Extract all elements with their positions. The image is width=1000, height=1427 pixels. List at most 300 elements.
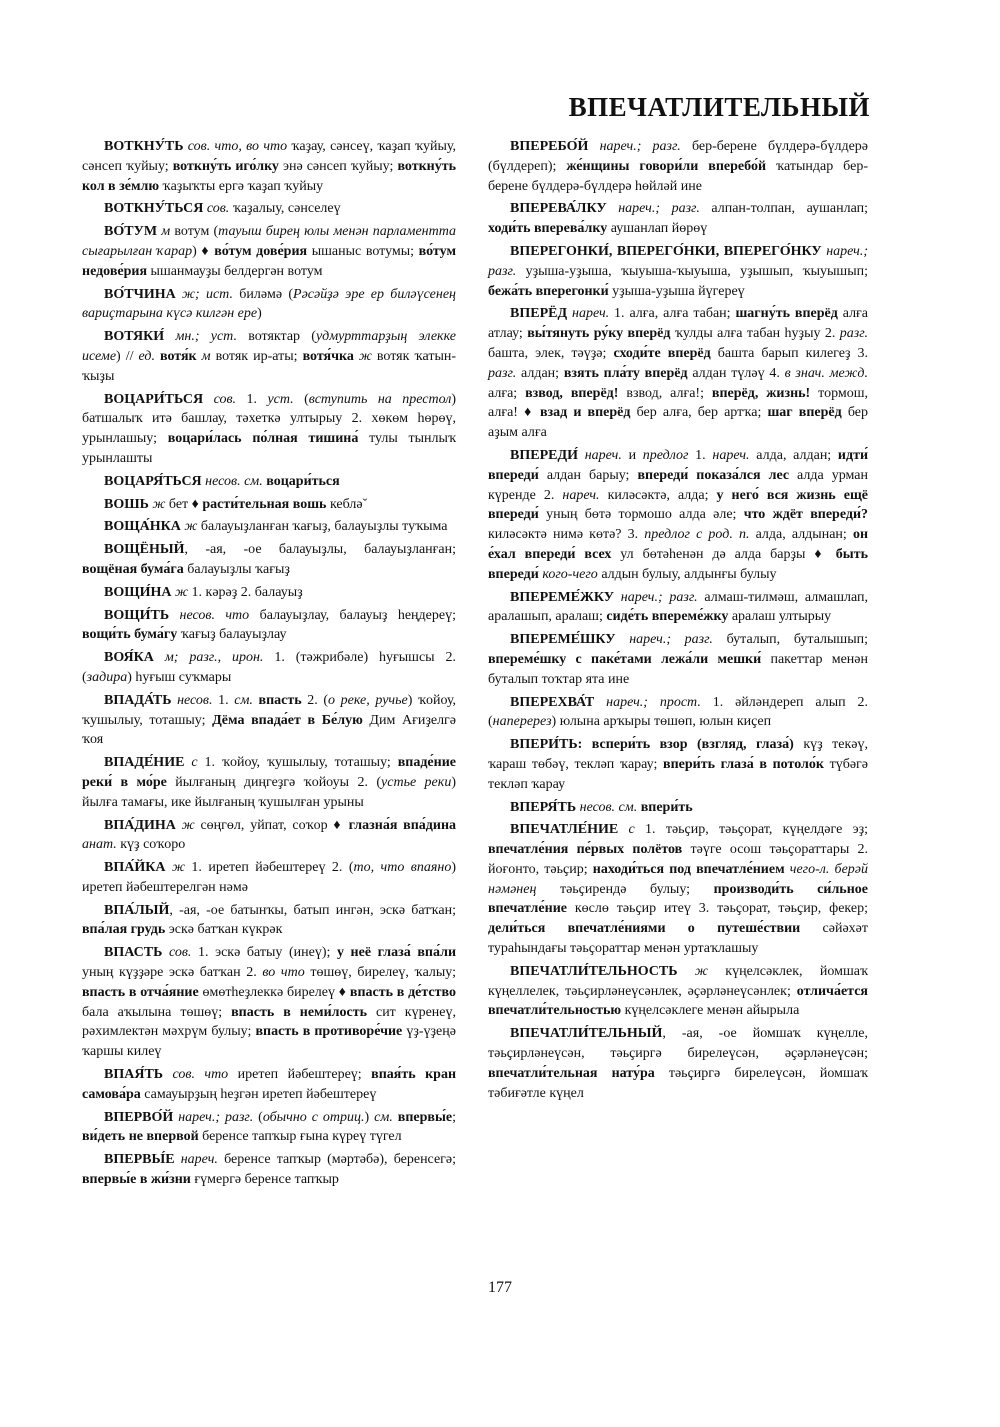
entry-headword: ВОШЬ: [104, 496, 149, 512]
dictionary-entry: [82, 691, 456, 750]
dictionary-entry: [82, 1150, 456, 1190]
entry-headword: ВПЕРИ́ТЬ:: [510, 737, 583, 753]
entry-text: , -ая, -ое йомшаҡ күңелле, тәьҫирләнеүсән, тәьҫиргә бирелеүсән, әҫәрләнеүсән;: [488, 1026, 868, 1062]
dictionary-entry: [488, 446, 868, 585]
entry-example: впая́ть кран самова́ра: [82, 1067, 457, 1102]
entry-text: алдын булыу, алдынғы булыу: [597, 566, 777, 582]
entry-text: беренсе тапҡыр (мәртәбә), беренсегә;: [217, 1152, 456, 1168]
entry-example: производи́ть си́льное впечатле́ние: [488, 881, 868, 917]
entry-example: воцари́лась по́лная тишина́: [167, 431, 359, 447]
entry-grammar-note: задира: [86, 669, 128, 685]
entry-text: 1. тәьҫир, тәьҫорат, күңелдәге эҙ;: [634, 822, 868, 838]
entry-text: киләсәктә нимә көтә? 3.: [488, 527, 645, 543]
entry-grammar-note: несов.: [177, 692, 213, 708]
entry-example: вперёд, жизнь!: [711, 385, 811, 401]
entry-text: [678, 964, 695, 979]
dictionary-entry: [488, 735, 868, 794]
entry-text: 1. кәрәҙ 2. балауыҙ: [188, 584, 303, 600]
entry-grammar-note: м; разг., ирон.: [164, 650, 264, 666]
entry-example: дели́ться впечатле́ниями о путеше́ствии: [488, 921, 801, 937]
dictionary-entry: [82, 816, 456, 856]
entry-text: вотяк ир-аты;: [210, 348, 303, 364]
entry-headword: ВПЕРЕГОНКИ́, ВПЕРЕГО́НКИ, ВПЕРЕГО́НКУ: [510, 243, 822, 259]
entry-text: сәйәхәт тураһындағы тәьҫораттар менән уртаҡлашыу: [488, 921, 868, 957]
entry-text: тәьҫирендә булыу;: [536, 881, 714, 897]
dictionary-entry: [488, 1024, 868, 1103]
entry-grammar-note: см.: [374, 1109, 393, 1125]
entry-text: и: [621, 447, 643, 463]
entry-grammar-note: чего-л.: [789, 861, 830, 877]
entry-grammar-note: анат.: [82, 837, 117, 853]
entry-example: впасть в де́тство: [349, 984, 456, 1000]
entry-grammar-note: предлог: [642, 447, 689, 463]
dictionary-entry: [488, 304, 868, 443]
dictionary-entry: [82, 943, 456, 1062]
entry-text: кебләˇ: [326, 496, 368, 512]
entry-example: впасть в противоре́чие: [255, 1024, 403, 1040]
entry-grammar-note: нареч.; разг.: [629, 632, 713, 648]
right-column: [488, 137, 868, 1106]
entry-text: балауыҙлы ҡағыҙ: [183, 561, 290, 577]
entry-text: 1. алға, алға табан;: [609, 306, 736, 322]
entry-grammar-note: берәй нәмәнең: [488, 861, 868, 897]
entry-text: ) йылға тамағы, ике йылғаның ҡушылған урыны: [82, 774, 456, 810]
entry-example: Дёма впада́ет в Бе́лую: [212, 712, 363, 728]
entry-example: впервы́е: [397, 1109, 453, 1125]
entry-text: 1. әйләндереп алып 2. (: [488, 694, 869, 730]
entry-text: беренсе тапҡыр ғына күреү түгел: [198, 1129, 402, 1145]
entry-grammar-note: ж: [175, 584, 189, 600]
entry-headword: ВПЕРЕХВА́Т: [510, 694, 595, 710]
dictionary-entry: [82, 222, 456, 281]
entry-grammar-note: ж: [181, 817, 195, 833]
entry-text: [582, 737, 592, 752]
entry-text: 1.: [212, 692, 235, 708]
entry-grammar-note: сов.: [168, 945, 192, 961]
entry-text: [588, 139, 599, 154]
entry-text: алда, алдынан;: [749, 527, 853, 543]
entry-example: впаде́ние реки́ в мо́ре: [82, 755, 456, 790]
entry-grammar-note: разг.: [839, 326, 868, 342]
entry-grammar-note: вступить на престол: [308, 391, 452, 407]
entry-headword: ВОТЯКИ́: [104, 329, 165, 345]
entry-text: [618, 822, 628, 837]
entry-text: күҙ соҡоро: [116, 837, 186, 853]
entry-text: биләмә (: [232, 286, 294, 302]
entry-example: впери́ть глаза́ в потоло́к: [663, 756, 824, 772]
entry-text: 1. эскә батыу (инеү);: [191, 945, 337, 961]
entry-headword: ВПЕРЕВА́ЛКУ: [510, 201, 607, 217]
entry-text: башта, элек, тәүҙә;: [488, 345, 614, 361]
entry-grammar-note: нареч.: [572, 306, 610, 322]
entry-grammar-note: сов. что: [172, 1067, 229, 1083]
entry-text: уҙыша-уҙыша, ҡыуыша-ҡыуыша, уҙышып, ҡыуышып;: [516, 263, 868, 279]
entry-grammar-note: в знач. межд.: [784, 365, 868, 381]
entry-headword: ВПА́ДИНА: [104, 817, 176, 833]
entry-example: впери́ть: [640, 799, 693, 815]
dictionary-entry: [82, 472, 456, 492]
left-column: [82, 137, 456, 1193]
entry-example: впечатле́ния пе́рвых полётов: [488, 842, 683, 858]
dictionary-entry: [82, 1065, 456, 1105]
entry-text: эскә батҡан күкрәк: [165, 922, 283, 938]
entry-headword: ВО́ТЧИНА: [104, 286, 176, 302]
entry-text: (: [293, 391, 309, 407]
entry-headword: ВОТКНУ́ТЬСЯ: [104, 201, 204, 217]
entry-text: [203, 392, 213, 407]
entry-text: алпан-толпан, аушанлап;: [699, 201, 868, 217]
dictionary-entry: [82, 285, 456, 325]
page-number: 177: [488, 1279, 512, 1296]
entry-text: ул бөтәһенән дә алда барҙы ♦: [611, 546, 836, 562]
entry-text: 1. ҡойоу, ҡушылыу, тоташыу;: [197, 755, 398, 771]
entry-text: үҙ-үҙеңә ҡаршы килеү: [82, 1024, 456, 1060]
entry-text: күҙ текәү, ҡараш төбәү, текләп ҡарау;: [488, 737, 868, 772]
entry-headword: ВПАДА́ТЬ: [104, 692, 172, 708]
entry-grammar-note: нареч.; разг.: [618, 201, 700, 217]
dictionary-entry: [82, 495, 456, 515]
entry-example: что ждёт впереди́?: [743, 507, 869, 523]
entry-example: вотя́к: [160, 348, 197, 364]
entry-grammar-note: сов.: [206, 201, 230, 217]
dictionary-entry: [82, 858, 456, 898]
entry-text: ышанмауҙы белдергән вотум: [147, 263, 323, 279]
entry-example: впасть в отча́яние: [82, 984, 199, 1000]
entry-example: впасть в неми́лость: [231, 1004, 367, 1020]
entry-text: төшөү, бирелеү, ҡалыу;: [304, 965, 456, 981]
entry-grammar-note: с: [191, 755, 198, 771]
entry-example: сиде́ть впереме́жку: [606, 609, 729, 625]
entry-text: ҡатындар бер-берене бүлдерә-бүлдерә һөйләй ине: [488, 158, 869, 194]
entry-grammar-note: обычно с отриц.: [262, 1109, 365, 1125]
entry-text: ) юлына арҡыры төшөп, юлын киҫеп: [551, 714, 772, 730]
entry-headword: ВПЕРВО́Й: [104, 1109, 174, 1125]
entry-text: ҡаҙау, сәнсеү, ҡаҙап ҡуйыу, сәнсеп ҡуйыу;: [82, 139, 457, 174]
entry-text: бер алға, бер артҡа;: [630, 405, 768, 421]
entry-headword: ВОЩА́НКА: [104, 519, 181, 535]
entry-example: бежа́ть вперегонки́: [488, 283, 609, 299]
entry-headword: ВПЕЧАТЛИ́ТЕЛЬНЫЙ: [510, 1026, 663, 1042]
entry-grammar-note: нареч.; разг.: [488, 243, 869, 279]
entry-headword: ВПЕРВЫ́Е: [104, 1152, 175, 1168]
entry-grammar-note: ж: [358, 348, 372, 364]
entry-headword: ВОЩЁНЫЙ: [104, 542, 185, 558]
entry-text: , -ая, -ое батынҡы, батып ингән, эскә батҡан;: [169, 902, 456, 918]
entry-example: вы́тянуть ру́ку вперёд: [527, 326, 671, 342]
entry-text: ) иретеп йәбештерелгән нәмә: [82, 860, 456, 895]
entry-example: впереди́ показа́лся лес: [637, 467, 790, 483]
entry-text: ): [364, 1109, 375, 1125]
entry-grammar-note: нареч.; прост.: [606, 694, 701, 710]
entry-text: ышаныс вотумы;: [307, 243, 419, 259]
entry-example: во́тум недове́рия: [82, 243, 456, 279]
entry-text: 1. (тәжрибәле) һуғышсы 2. (: [82, 650, 456, 685]
entry-headword: ВОТКНУ́ТЬ: [104, 139, 184, 154]
entry-text: бер-берене бүлдерә-бүлдерә (бүлдереп);: [488, 139, 868, 174]
entry-grammar-note: тауыш бирең юлы менән парламентта сығарылған ҡарар: [82, 224, 457, 259]
entry-text: энә сәнсеп ҡуйыу;: [278, 158, 398, 174]
entry-text: (: [253, 1109, 263, 1125]
entry-text: алда, алдан;: [749, 447, 838, 463]
entry-text: уның күҙҙәре эскә батҡан 2.: [82, 965, 263, 981]
entry-example: отлича́ется впечатли́тельностью: [488, 983, 868, 1019]
entry-text: [616, 632, 630, 647]
entry-grammar-note: м: [201, 348, 211, 364]
entry-grammar-note: нареч.: [180, 1152, 218, 1168]
entry-grammar-note: ж: [184, 519, 198, 535]
entry-grammar-note: ж: [171, 860, 185, 876]
entry-text: вотяк ҡатын-ҡыҙы: [82, 348, 456, 384]
entry-text: көслө тәьҫир итеү 3. тәьҫорат, тәьҫир, фекер;: [566, 901, 868, 917]
entry-text: 1.: [688, 447, 713, 463]
dictionary-entry: [82, 648, 456, 688]
entry-headword: ВОЦАРИ́ТЬСЯ: [104, 391, 204, 407]
entry-text: алға;: [488, 385, 526, 401]
entry-text: сөңгөл, уйпат, соҡор ♦: [194, 817, 349, 833]
entry-grammar-note: мн.; уст.: [175, 329, 237, 345]
entry-text: [163, 1067, 172, 1082]
entry-grammar-note: нареч.; разг.: [178, 1109, 254, 1125]
entry-text: йылғаның диңгеҙгә ҡойоуы 2. (: [166, 774, 382, 790]
entry-grammar-note: предлог с род. п.: [644, 527, 750, 543]
entry-headword: ВОЩИ́ТЬ: [104, 607, 170, 623]
entry-text: алда урман күренде 2.: [488, 467, 868, 503]
entry-grammar-note: нареч.: [712, 447, 750, 463]
entry-text: [594, 695, 606, 710]
entry-text: башта барып килегеҙ 3.: [710, 345, 869, 361]
entry-example: впа́лая грудь: [82, 922, 166, 938]
entry-text: ҡулды алға табан һуҙыу 2.: [670, 326, 840, 342]
dictionary-entry: [488, 630, 868, 689]
entry-text: самауырҙың һеҙгән иретеп йәбештереү: [140, 1086, 377, 1102]
entry-headword: ВПЕРЕМЕ́ЖКУ: [510, 589, 614, 605]
entry-text: [578, 448, 585, 463]
entry-grammar-note: во что: [262, 965, 305, 981]
entry-text: ғүмергә беренсе тапҡыр: [190, 1172, 339, 1188]
entry-example: идти́ впереди́: [488, 447, 869, 483]
entry-text: сит күренеү, рәхимлектән мәхрүм булыу;: [82, 1004, 456, 1040]
entry-example: впечатли́тельная нату́ра: [488, 1065, 655, 1081]
entry-text: ;: [452, 1109, 456, 1125]
entry-grammar-note: см.: [234, 692, 253, 708]
dictionary-entry: [82, 583, 456, 603]
entry-example: у него́ вся жизнь ещё впереди́: [488, 487, 868, 523]
entry-text: ҡаҙыҡты ергә ҡаҙап ҡуйыу: [159, 178, 324, 194]
entry-text: алдан;: [516, 365, 564, 381]
entry-grammar-note: несов. что: [179, 607, 250, 623]
entry-example: взять пла́ту вперёд: [563, 365, 688, 381]
entry-example: шагну́ть вперёд: [735, 306, 838, 322]
dictionary-entry: [82, 540, 456, 580]
entry-text: уҙыша-уҙыша йүгереү: [608, 283, 745, 299]
entry-example: воткну́ть иго́лку: [172, 158, 279, 174]
entry-text: уның бөтә тормошо алда әле;: [538, 507, 744, 523]
entry-headword: ВПАДЕ́НИЕ: [104, 755, 185, 771]
entry-text: ҡағыҙ балауыҙлау: [177, 627, 287, 643]
entry-text: [164, 329, 175, 344]
dictionary-entry: [488, 798, 868, 818]
entry-text: алдан түләү 4.: [687, 365, 785, 381]
entry-text: бала аҡылына төшөү;: [82, 1004, 232, 1020]
entry-grammar-note: ед.: [138, 348, 155, 364]
entry-text: бер аҙым алға: [488, 405, 868, 441]
entry-text: пакеттар менән буталып тоҡтар ята ине: [488, 651, 869, 687]
entry-example: взад и вперёд: [539, 405, 631, 421]
entry-text: балауыҙлау, балауыҙ һеңдереү;: [249, 607, 456, 623]
entry-grammar-note: несов. см.: [205, 473, 263, 489]
entry-text: [614, 590, 621, 605]
entry-headword: ВО́ТУМ: [104, 224, 158, 240]
entry-text: ) ҡойоу, ҡушылыу, тоташыу;: [82, 692, 457, 728]
entry-text: Дим Ағиҙелгә ҡоя: [82, 712, 457, 748]
entry-text: [154, 650, 165, 665]
entry-text: , -ая, -ое балауыҙлы, балауыҙланған;: [184, 542, 456, 558]
dictionary-entry: [82, 753, 456, 812]
entry-grammar-note: о реке, ручье: [328, 692, 408, 708]
entry-grammar-note: Рәсәйҙә эре ер биләүсенең вариҫтарына күсә килгән ере: [82, 286, 456, 322]
entry-headword: ВОЯ́КА: [104, 650, 154, 666]
entry-example: вотя́чка: [302, 348, 354, 364]
entry-example: во́тум дове́рия: [214, 243, 308, 259]
entry-headword: ВПАСТЬ: [104, 945, 163, 961]
entry-grammar-note: с: [628, 822, 635, 838]
entry-example: сходи́те вперёд: [613, 345, 711, 361]
entry-grammar-note: устье реки: [381, 774, 452, 790]
entry-text: алмаш-тилмәш, алмашлап, аралашып, аралаш;: [488, 589, 868, 625]
entry-text: балауыҙланған ҡағыҙ, балауыҙлы туҡыма: [197, 519, 448, 535]
entry-headword: ВПА́ЛЫЙ: [104, 902, 170, 918]
entry-text: ) батшалыҡ итә башлау, тәхеткә ултырыу 2. хөкөм һөрөү, урынлашыу;: [82, 391, 456, 447]
entry-example: воцари́ться: [266, 473, 340, 489]
entry-text: тормош, алға! ♦: [488, 385, 868, 421]
entry-grammar-note: ж: [694, 963, 708, 979]
entry-text: ): [257, 306, 262, 322]
dictionary-entry: [82, 606, 456, 646]
dictionary-entry: [488, 242, 868, 301]
dictionary-entry: [488, 820, 868, 959]
dictionary-entry: [488, 199, 868, 239]
entry-grammar-note: разг.: [488, 365, 517, 381]
entry-example: впереме́шку с паке́тами лежа́ли мешки́: [488, 651, 762, 667]
dictionary-entry: [82, 901, 456, 941]
entry-headword: ВПЕЧАТЛЕ́НИЕ: [510, 822, 619, 838]
dictionary-entry: [488, 137, 868, 196]
entry-example: воткну́ть кол в зе́млю: [82, 158, 457, 194]
entry-text: 1. иретеп йәбештереү 2. (: [184, 860, 354, 876]
entry-grammar-note: наперерез: [492, 714, 552, 730]
entry-text: ) //: [116, 348, 139, 364]
entry-example: глазна́я впа́дина: [348, 817, 457, 833]
dictionary-entry: [488, 588, 868, 628]
entry-example: впервы́е в жи́зни: [82, 1172, 191, 1188]
entry-example: ви́деть не впервой: [82, 1129, 199, 1145]
entry-text: алға атлау;: [488, 306, 869, 342]
entry-headword: ВПАЯ́ТЬ: [104, 1067, 164, 1083]
entry-text: ҡаҙалыу, сәнселеү: [229, 201, 341, 217]
dictionary-entry: [82, 137, 456, 196]
entry-text: алдан барыу;: [538, 467, 638, 483]
entry-example: он е́хал впереди́ всех: [488, 527, 869, 562]
entry-example: быть впереди́: [488, 546, 868, 582]
entry-headword: ВПЕРЕДИ́: [510, 447, 578, 463]
entry-text: аралаш ултырыу: [728, 609, 832, 625]
entry-text: тәүге осош тәьҫораттары 2. йоғонто, тәьҫир;: [488, 842, 868, 877]
entry-example: ходи́ть вперева́лку: [488, 221, 608, 237]
entry-grammar-note: нареч.; разг.: [599, 139, 681, 154]
entry-grammar-note: м: [161, 224, 171, 240]
entry-grammar-note: уст.: [267, 391, 294, 407]
dictionary-entry: [488, 962, 868, 1021]
entry-grammar-note: сов.: [213, 391, 237, 407]
entry-grammar-note: ж: [152, 496, 166, 512]
entry-text: ) ♦: [192, 243, 215, 259]
entry-headword: ВОЦАРЯ́ТЬСЯ: [104, 473, 202, 489]
entry-text: тулы тынлыҡ урынлашты: [82, 431, 456, 466]
entry-grammar-note: кого-чего: [542, 566, 598, 582]
entry-example: расти́тельная вошь: [202, 496, 327, 512]
entry-grammar-note: несов. см.: [579, 799, 638, 815]
entry-text: бет ♦: [165, 496, 203, 512]
entry-grammar-note: то, что впаяно: [353, 860, 452, 876]
entry-headword: ВПЕРЕБО́Й: [510, 139, 589, 154]
entry-headword: ВПЕРЕМЕ́ШКУ: [510, 632, 616, 648]
entry-example: вощи́ть бума́гу: [82, 627, 178, 643]
entry-text: ) һуғыш суҡмары: [127, 669, 232, 685]
entry-text: киләсәктә, алда;: [599, 487, 717, 503]
entry-grammar-note: нареч.; разг.: [620, 589, 698, 605]
entry-example: находи́ться под впечатле́нием: [592, 861, 785, 877]
dictionary-entry: [82, 327, 456, 386]
entry-text: вотяктар (: [236, 329, 316, 345]
entry-text: өмөтһеҙлеккә бирелеү ♦: [198, 984, 350, 1000]
entry-grammar-note: ж; ист.: [182, 286, 233, 302]
entry-grammar-note: нареч.: [584, 447, 622, 463]
entry-text: иретеп йәбештереү;: [228, 1067, 372, 1083]
entry-text: күңелсәклеге менән айырыла: [621, 1003, 800, 1019]
dictionary-entry: [82, 199, 456, 219]
entry-example: впасть: [258, 692, 302, 708]
entry-text: [607, 201, 619, 216]
entry-grammar-note: нареч.: [562, 487, 600, 503]
entry-headword: ВПЕРЁД: [510, 306, 568, 322]
entry-text: түбәгә текләп ҡарау: [488, 756, 868, 792]
dictionary-entry: [82, 1108, 456, 1148]
dictionary-entry: [82, 517, 456, 537]
entry-example: вощёная бума́га: [82, 561, 184, 577]
entry-example: вспери́ть взор (взгляд, глаза́): [591, 737, 794, 753]
entry-headword: ВОЩИ́НА: [104, 584, 172, 600]
entry-example: у неё глаза́ впа́ли: [336, 945, 457, 961]
entry-text: вотум (: [170, 224, 219, 240]
running-head: ВПЕЧАТЛИТЕЛЬНЫЙ: [568, 92, 870, 122]
dictionary-entry: [82, 390, 456, 469]
entry-text: тәьҫиргә бирелеүсән, йомшаҡ тәбиғәтле күңел: [488, 1065, 868, 1101]
entry-text: 2. (: [301, 692, 329, 708]
entry-text: аушанлап йөрөү: [607, 221, 708, 237]
entry-text: [169, 608, 179, 623]
entry-headword: ВПЕЧАТЛИ́ТЕЛЬНОСТЬ: [510, 963, 678, 979]
entry-example: шаг вперёд: [767, 405, 842, 421]
dictionary-entry: [488, 693, 868, 733]
entry-headword: ВПА́ЙКА: [104, 860, 166, 876]
entry-grammar-note: удмурттарҙың элекке исеме: [82, 329, 456, 364]
entry-text: взвод, алға!;: [618, 385, 712, 401]
entry-example: же́нщины говори́ли вперебо́й: [566, 158, 767, 174]
entry-text: күңелсәклек, йомшаҡ күңеллелек, тәьҫирләнеүсәнлек, әҫәрләнеүсәнлек;: [488, 963, 868, 999]
entry-grammar-note: сов. что, во что: [187, 139, 288, 154]
entry-text: 1.: [236, 391, 268, 407]
entry-headword: ВПЕРЯ́ТЬ: [510, 799, 577, 815]
